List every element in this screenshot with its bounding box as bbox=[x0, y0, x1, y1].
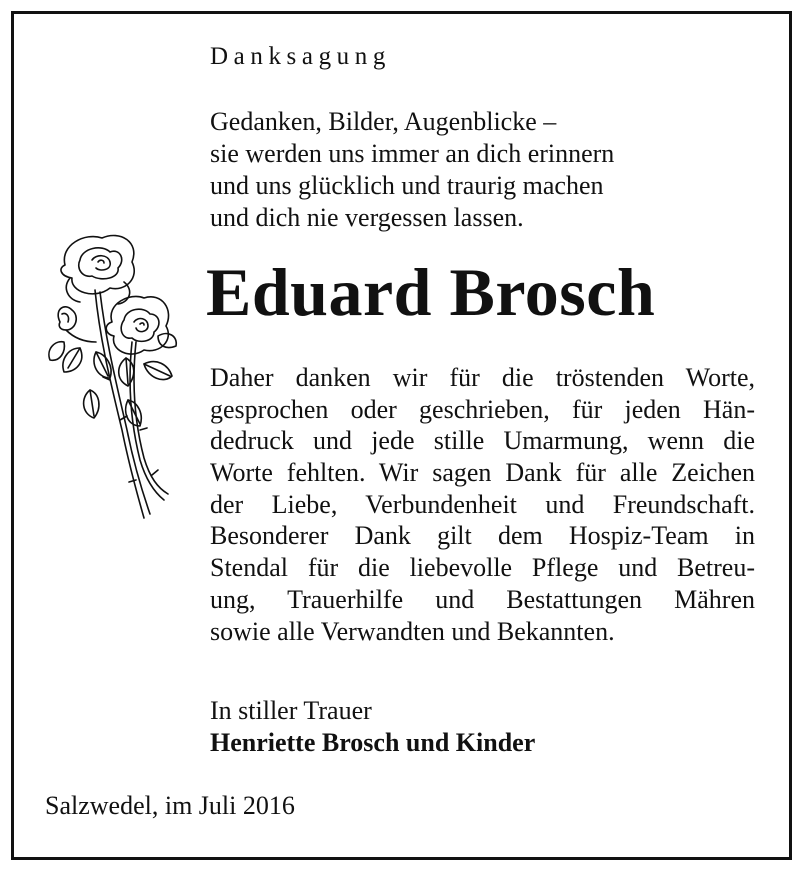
body-line: der Liebe, Verbundenheit und Freundschaft. bbox=[210, 489, 755, 519]
body-line: ung, Trauerhilfe und Bestattungen Mähren bbox=[210, 584, 755, 614]
poem-line: Gedanken, Bilder, Augenblicke – bbox=[210, 107, 557, 136]
deceased-name: Eduard Brosch bbox=[206, 254, 656, 330]
body-line: Stendal für die liebevolle Pflege und Betreu- bbox=[210, 553, 755, 583]
body-line: Daher danken wir für die tröstenden Worte, bbox=[210, 363, 755, 392]
poem-line: und uns glücklich und traurig machen bbox=[210, 171, 604, 200]
body-line: gesprochen oder geschrieben, für jeden Hän- bbox=[210, 394, 755, 424]
thank-you-text bbox=[210, 362, 755, 647]
notice-heading: Danksagung bbox=[210, 43, 391, 70]
body-line: Besonderer Dank gilt dem Hospiz-Team in bbox=[210, 521, 755, 551]
body-line: dedruck und jede stille Umarmung, wenn die bbox=[210, 426, 755, 456]
signers: Henriette Brosch und Kinder bbox=[210, 728, 536, 757]
body-line: sowie alle Verwandten und Bekannten. bbox=[210, 616, 615, 646]
place-date: Salzwedel, im Juli 2016 bbox=[45, 791, 295, 820]
body-line: Worte fehlten. Wir sagen Dank für alle Zeichen bbox=[210, 458, 755, 488]
poem-line: sie werden uns immer an dich erinnern bbox=[210, 139, 615, 168]
roses-icon bbox=[40, 230, 180, 525]
poem-line: und dich nie vergessen lassen. bbox=[210, 203, 524, 232]
poem bbox=[210, 106, 614, 234]
mourning-label: In stiller Trauer bbox=[210, 696, 372, 725]
